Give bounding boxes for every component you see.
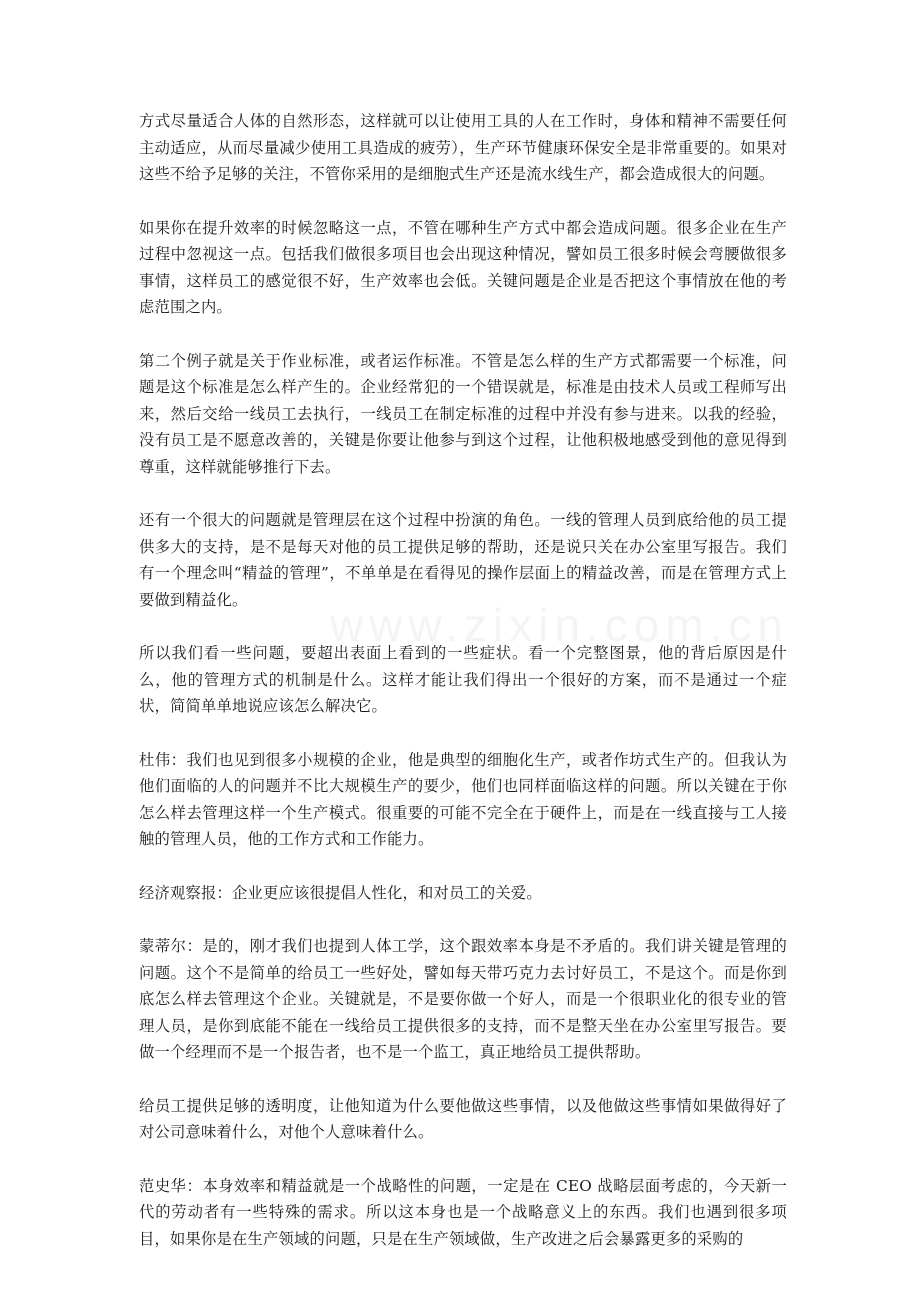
paragraph-1: 方式尽量适合人体的自然形态，这样就可以让使用工具的人在工作时，身体和精神不需要任何主动适应，从而尽量减少使用工具造成的疲劳），生产环节健康环保安全是非常重要的。如果对这些不给予足够的关注，不管你采用的是细胞式生产还是流水线生产，都会造成很大的问题。 [139,112,787,183]
paragraph-5: 所以我们看一些问题，要超出表面上看到的一些症状。看一个完整图景，他的背后原因是什么，他的管理方式的机制是什么。这样才能让我们得出一个很好的方案，而不是通过一个症状，简简单单地说应该怎么解决它。 [139,644,787,715]
paragraph-4: 还有一个很大的问题就是管理层在这个过程中扮演的角色。一线的管理人员到底给他的员工提供多大的支持，是不是每天对他的员工提供足够的帮助，还是说只关在办公室里写报告。我们有一个理念叫“精益的管理”，不单单是在看得见的操作层面上的精益改善，而是在管理方式上要做到精益化。 [139,511,787,609]
paragraph-2: 如果你在提升效率的时候忽略这一点，不管在哪种生产方式中都会造成问题。很多企业在生产过程中忽视这一点。包括我们做很多项目也会出现这种情况，譬如员工很多时候会弯腰做很多事情，这样员工的感觉很不好，生产效率也会低。关键问题是企业是否把这个事情放在他的考虑范围之内。 [139,218,787,316]
paragraph-8: 蒙蒂尔：是的，刚才我们也提到人体工学，这个跟效率本身是不矛盾的。我们讲关键是管理的问题。这个不是简单的给员工一些好处，譬如每天带巧克力去讨好员工，不是这个。而是你到底怎么样去管理这个企业。关键就是，不是要你做一个好人，而是一个很职业化的很专业的管理人员，是你到底能不能在一线给员工提供很多的支持，而不是整天坐在办公室里写报告。要做一个经理而不是一个报告者，也不是一个监工，真正地给员工提供帮助。 [139,937,787,1061]
watermark: www.zixin.com.cn [330,599,789,651]
paragraph-7: 经济观察报：企业更应该很提倡人性化，和对员工的关爱。 [139,883,542,902]
document-body [139,108,787,1279]
paragraph-9: 给员工提供足够的透明度，让他知道为什么要他做这些事情，以及他做这些事情如果做得好了对公司意味着什么，对他个人意味着什么。 [139,1096,787,1141]
paragraph-10: 范史华：本身效率和精益就是一个战略性的问题，一定是在 CEO 战略层面考虑的，今天新一代的劳动者有一些特殊的需求。所以这本身也是一个战略意义上的东西。我们也遇到很多项目，如果你是在生产领域的问题，只是在生产领域做，生产改进之后会暴露更多的采购的 [139,1176,787,1248]
paragraph-6: 杜伟：我们也见到很多小规模的企业，他是典型的细胞化生产，或者作坊式生产的。但我认为他们面临的人的问题并不比大规模生产的要少，他们也同样面临这样的问题。所以关键在于你怎么样去管理这样一个生产模式。很重要的可能不完全在于硬件上，而是在一线直接与工人接触的管理人员，他的工作方式和工作能力。 [139,750,787,848]
paragraph-3: 第二个例子就是关于作业标准，或者运作标准。不管是怎么样的生产方式都需要一个标准，问题是这个标准是怎么样产生的。企业经常犯的一个错误就是，标准是由技术人员或工程师写出来，然后交给一线员工去执行，一线员工在制定标准的过程中并没有参与进来。以我的经验，没有员工是不愿意改善的，关键是你要让他参与到这个过程，让他积极地感受到他的意见得到尊重，这样就能够推行下去。 [139,351,787,476]
